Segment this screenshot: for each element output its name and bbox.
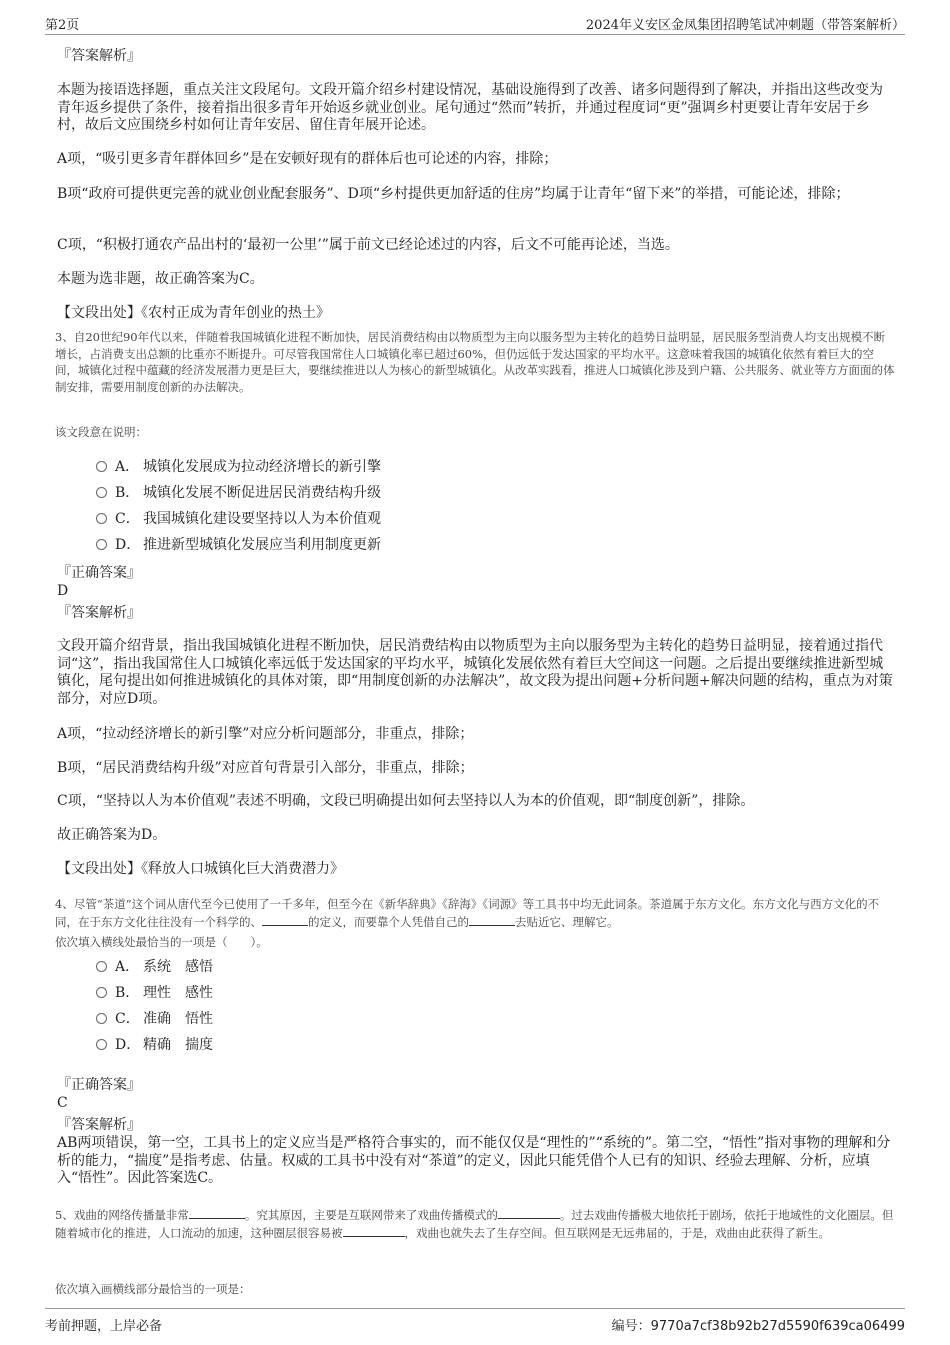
page-number: 第2页 (45, 18, 80, 33)
q3-stem: 3、自20世纪90年代以来，伴随着我国城镇化进程不断加快，居民消费结构由以物质型为主向以服务型为主转化的趋势日益明显，居民服务型消费人均支出规模不断增长，占消费支出总额的比重亦不断提升。可尽管我国常住人口城镇化率已超过60%，但仍远低于发达国家的平均水平。这意味着我国的城镇化依然有着巨大的空间，城镇化过程中蕴藏的经济发展潜力更是巨大，要继续推进以人为核心的新型城镇化。从改革实践看，推进人口城镇化涉及到户籍、公共服务、就业等方方面面的体制安排，需要用制度创新的办法解决。 (55, 330, 895, 394)
q4-option-a[interactable]: A． 系统 感悟 (96, 957, 213, 977)
radio-icon[interactable] (96, 487, 107, 498)
radio-icon[interactable] (96, 961, 107, 972)
q4-option-b[interactable]: B． 理性 感性 (96, 983, 213, 1003)
radio-icon[interactable] (96, 1013, 107, 1024)
q2-analysis-p4: C项，“积极打通农产品出村的‘最初一公里’”属于前文已经论述过的内容，后文不可能再论述，当选。 (57, 237, 679, 253)
fill-blank (189, 1206, 245, 1219)
q3-answer-label: 『正确答案』 (57, 565, 141, 581)
q3-analysis-p3: B项，“居民消费结构升级”对应首句背景引入部分，非重点，排除； (57, 760, 474, 776)
q3-analysis-p1: 文段开篇介绍背景，指出我国城镇化进程不断加快，居民消费结构由以物质型为主向以服务型为主转化的趋势日益明显，接着通过指代词“这”，指出我国常住人口城镇化率远低于发达国家的平均水平，城镇化发展依然有着巨大空间这一问题。之后提出要继续推进新型城镇化，尾句提出如何推进城镇化的具体对策，即“用制度创新的办法解决”，故文段为提出问题+分析问题+解决问题的结构，重点为对策部分，对应D项。 (57, 638, 893, 707)
document-title: 2024年义安区金凤集团招聘笔试冲刺题（带答案解析） (585, 18, 905, 33)
q4-option-d[interactable]: D． 精确 揣度 (96, 1035, 213, 1055)
q3-option-a[interactable]: A． 城镇化发展成为拉动经济增长的新引擎 (96, 457, 381, 477)
page-header (45, 12, 905, 35)
fill-blank (343, 1224, 405, 1237)
q2-analysis-label: 『答案解析』 (57, 48, 141, 64)
q5-stem: 5、戏曲的网络传播量非常 。究其原因，主要是互联网带来了戏曲传播模式的 。过去戏曲传播极大地依托于剧场，依托于地域性的文化圈层。但随着城市化的推进，人口流动的加速，这种圈层很容易被 ，戏曲也就失去了生存空间。但互联网是无远弗届的，于是，戏曲由此获得了新生。 (55, 1208, 894, 1240)
radio-icon[interactable] (96, 539, 107, 550)
q4-option-c[interactable]: C． 准确 悟性 (96, 1009, 213, 1029)
q2-analysis-p5: 本题为选非题，故正确答案为C。 (57, 271, 264, 287)
q5-prompt: 依次填入画横线部分最恰当的一项是： (55, 1282, 251, 1296)
q4-stem: 4、尽管“茶道”这个词从唐代至今已使用了一千多年，但至今在《新华辞典》《辞海》《词源》等工具书中均无此词条。茶道属于东方文化。东方文化与西方文化的不同，在于东方文化往往没有一个科学的、 的定义，而要靠个人凭借自己的 去贴近它、理解它。 (55, 897, 880, 929)
q3-analysis-label: 『答案解析』 (57, 605, 141, 621)
footer-slogan: 考前押题，上岸必备 (45, 1319, 163, 1334)
q4-analysis: AB两项错误，第一空，工具书上的定义应当是严格符合事实的，而不能仅仅是“理性的”“系统的”。第二空，“悟性”指对事物的理解和分析的能力，“揣度”是指考虑、估量。权威的工具书中没有对“茶道”的定义，因此只能凭借个人已有的知识、经验去理解、分析，应填入“悟性”。因此答案选C。 (57, 1135, 891, 1186)
q2-analysis-p3: B项“政府可提供更完善的就业创业配套服务”、D项“乡村提供更加舒适的住房”均属于让青年“留下来”的举措，可能论述，排除； (57, 186, 850, 202)
q3-option-b[interactable]: B． 城镇化发展不断促进居民消费结构升级 (96, 483, 381, 503)
q3-analysis-p5: 故正确答案为D。 (57, 827, 167, 843)
fill-blank (262, 913, 308, 926)
q3-answer: D (57, 583, 69, 599)
radio-icon[interactable] (96, 1039, 107, 1050)
fill-blank (469, 913, 515, 926)
radio-icon[interactable] (96, 987, 107, 998)
q4-prompt: 依次填入横线处最恰当的一项是（ ）。 (55, 935, 268, 949)
q3-analysis-p2: A项，“拉动经济增长的新引擎”对应分析问题部分，非重点，排除； (57, 726, 474, 742)
q3-source: 【文段出处】《释放人口城镇化巨大消费潜力》 (57, 861, 344, 877)
q4-answer: C (57, 1095, 68, 1111)
q3-prompt: 该文段意在说明： (55, 425, 147, 439)
q2-source: 【文段出处】《农村正成为青年创业的热土》 (57, 305, 330, 321)
q3-option-c[interactable]: C． 我国城镇化建设要坚持以人为本价值观 (96, 509, 381, 529)
page-footer (45, 1308, 905, 1339)
q2-analysis-p1: 本题为接语选择题，重点关注文段尾句。文段开篇介绍乡村建设情况，基础设施得到了改善、诸多问题得到了解决，并指出这些改变为青年返乡提供了条件，接着指出很多青年开始返乡就业创业。尾句通过“然而”转折，并通过程度词“更”强调乡村更要让青年安居于乡村，故后文应围绕乡村如何让青年安居、留住青年展开论述。 (57, 82, 883, 133)
q4-analysis-label: 『答案解析』 (57, 1117, 141, 1133)
fill-blank (498, 1206, 560, 1219)
radio-icon[interactable] (96, 513, 107, 524)
q3-option-d[interactable]: D． 推进新型城镇化发展应当利用制度更新 (96, 535, 381, 555)
q3-analysis-p4: C项，“坚持以人为本价值观”表述不明确，文段已明确提出如何去坚持以人为本的价值观，即“制度创新”，排除。 (57, 793, 755, 809)
q2-analysis-p2: A项，“吸引更多青年群体回乡”是在安顿好现有的群体后也可论述的内容，排除； (57, 151, 558, 167)
document-code: 编号：9770a7cf38b92b27d5590f639ca06499 (611, 1319, 905, 1334)
q4-answer-label: 『正确答案』 (57, 1077, 141, 1093)
radio-icon[interactable] (96, 461, 107, 472)
